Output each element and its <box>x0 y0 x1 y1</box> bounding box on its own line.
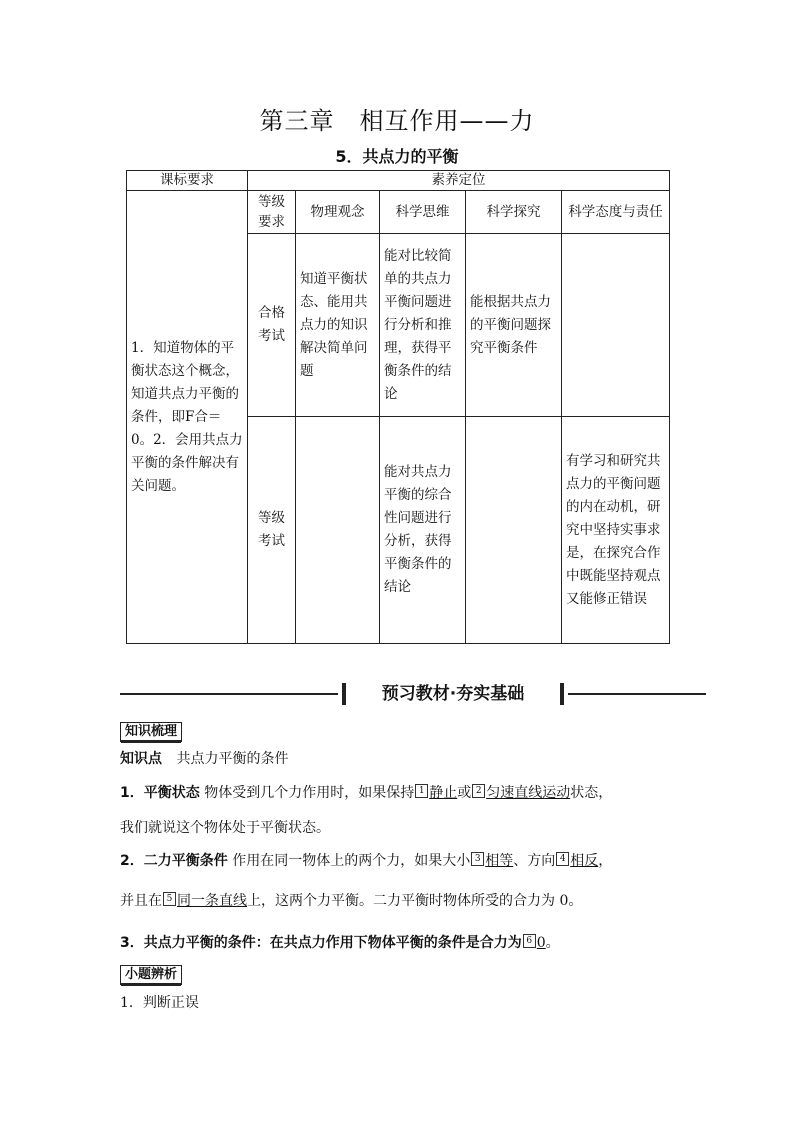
curriculum-table <box>126 170 670 644</box>
banner-rule-left <box>120 693 338 695</box>
item-2-text-b: 、方向 <box>513 853 556 869</box>
scientific-inquiry-cell: 能根据共点力的平衡问题探究平衡条件 <box>466 234 562 417</box>
item-2-line-1 <box>120 850 612 870</box>
knowledge-tag: 知识梳理 <box>120 722 182 742</box>
blank-number-4: 4 <box>556 852 569 866</box>
blank-number-1: 1 <box>415 784 428 798</box>
subheader-level: 等级要求 <box>248 191 296 234</box>
attitude-cell <box>562 234 670 417</box>
item-2-text-d: 并且在 <box>120 893 162 909</box>
blank-number-3: 3 <box>471 852 484 866</box>
scientific-thinking-cell: 能对共点力平衡的综合性问题进行分析，获得平衡条件的结论 <box>380 417 466 644</box>
blank-number-6: 6 <box>523 934 536 948</box>
item-2-text-e: 上，这两个力平衡。二力平衡时物体所受的合力为 0。 <box>247 893 583 909</box>
item-2-line-2 <box>120 890 582 910</box>
item-1-text-c: 状态， <box>570 785 613 801</box>
practice-item-1: 1．判断正误 <box>120 995 199 1011</box>
blank-number-2: 2 <box>472 784 485 798</box>
item-2-label: 2．二力平衡条件 <box>120 853 228 869</box>
level-cell: 等级考试 <box>248 417 296 644</box>
item-3-text: 3．共点力平衡的条件：在共点力作用下物体平衡的条件是合力为 <box>120 935 522 951</box>
answer-4: 相反 <box>570 853 599 869</box>
subheader-attitude: 科学态度与责任 <box>562 191 670 234</box>
header-curriculum: 课标要求 <box>127 171 248 191</box>
knowledge-point-title: 共点力平衡的条件 <box>176 751 289 767</box>
answer-5: 同一条直线 <box>177 893 247 909</box>
blank-number-5: 5 <box>163 892 176 906</box>
banner-title: 预习教材·夯实基础 <box>381 684 525 704</box>
knowledge-point-heading <box>120 748 288 768</box>
banner-rule-right <box>568 693 706 695</box>
item-1-line-2: 我们就说这个物体处于平衡状态。 <box>120 820 330 836</box>
section-title: 5．共点力的平衡 <box>335 147 459 166</box>
scientific-inquiry-cell <box>466 417 562 644</box>
item-2-text-c: ， <box>598 853 613 869</box>
practice-tag: 小题辨析 <box>120 965 182 985</box>
item-2-text: 作用在同一物体上的两个力，如果大小 <box>232 853 471 869</box>
subheader-scientific-inquiry: 科学探究 <box>466 191 562 234</box>
header-literacy: 素养定位 <box>248 171 670 191</box>
subheader-physics-concept: 物理观念 <box>296 191 380 234</box>
physics-concept-cell <box>296 417 380 644</box>
level-cell: 合格考试 <box>248 234 296 417</box>
answer-3: 相等 <box>485 853 514 869</box>
item-1-text: 物体受到几个力作用时，如果保持 <box>204 785 415 801</box>
physics-concept-cell: 知道平衡状态、能用共点力的知识解决简单问题 <box>296 234 380 417</box>
answer-2: 匀速直线运动 <box>486 785 571 801</box>
answer-6: 0 <box>536 935 546 951</box>
curriculum-cell: 1．知道物体的平衡状态这个概念，知道共点力平衡的条件，即F合＝0。2．会用共点力平衡的条件解决有关问题。 <box>127 191 248 644</box>
knowledge-point-label: 知识点 <box>120 751 162 767</box>
item-3-text-b: 。 <box>545 935 560 951</box>
chapter-title: 第三章 相互作用——力 <box>259 107 535 135</box>
banner-bar-left <box>342 683 346 705</box>
item-1-line-1 <box>120 782 612 802</box>
scientific-thinking-cell: 能对比较简单的共点力平衡问题进行分析和推理，获得平衡条件的结论 <box>380 234 466 417</box>
section-banner <box>120 683 706 705</box>
item-3-line <box>120 932 560 952</box>
banner-bar-right <box>560 683 564 705</box>
attitude-cell: 有学习和研究共点力的平衡问题的内在动机，研究中坚持实事求是，在探究合作中既能坚持观点又能修正错误 <box>562 417 670 644</box>
subheader-scientific-thinking: 科学思维 <box>380 191 466 234</box>
answer-1: 静止 <box>429 785 458 801</box>
item-1-label: 1．平衡状态 <box>120 785 200 801</box>
item-1-text-b: 或 <box>457 785 472 801</box>
